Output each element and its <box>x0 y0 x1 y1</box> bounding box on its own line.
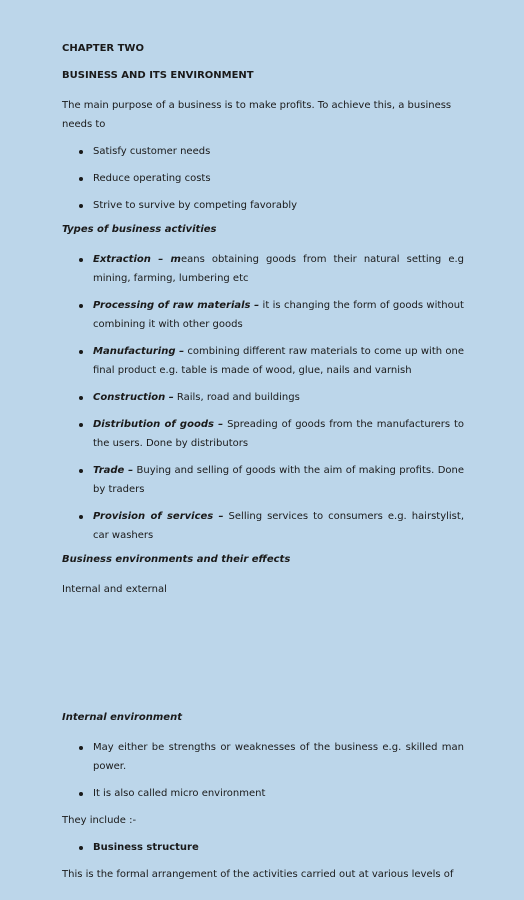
list-item: It is also called micro environment <box>62 784 464 803</box>
list-item <box>62 415 464 453</box>
internal-points-list <box>62 738 464 803</box>
activity-description: Buying and selling of goods with the aim of making profits. Done by traders <box>93 465 465 495</box>
intro-paragraph: The main purpose of a business is to make profits. To achieve this, a business needs to <box>62 100 452 130</box>
activity-term: Extraction – m <box>93 254 181 265</box>
activities-list <box>62 250 464 545</box>
environments-heading: Business environments and their effects <box>62 554 291 565</box>
list-item: Strive to survive by competing favorably <box>62 196 464 215</box>
list-item <box>62 461 464 499</box>
internal-environment-heading: Internal environment <box>62 712 182 723</box>
environment-types: Internal and external <box>62 584 167 595</box>
activity-term: Processing of raw materials – <box>93 300 260 311</box>
blank-space <box>62 607 464 711</box>
activity-description: Rails, road and buildings <box>173 392 300 403</box>
activity-description: eans obtaining goods from their natural setting e.g mining, farming, lumbering etc <box>93 254 465 284</box>
activities-heading: Types of business activities <box>62 224 217 235</box>
chapter-title: BUSINESS AND ITS ENVIRONMENT <box>62 70 254 81</box>
list-item: Satisfy customer needs <box>62 142 464 161</box>
activity-description: Spreading of goods from the manufacturers to the users. Done by distributors <box>93 419 465 449</box>
list-item <box>62 388 464 407</box>
activity-description: Selling services to consumers e.g. hairstylist, car washers <box>93 511 464 541</box>
they-include-text: They include :- <box>62 815 137 826</box>
list-item: Reduce operating costs <box>62 169 464 188</box>
activity-term: Construction – <box>93 392 174 403</box>
list-item <box>62 507 464 545</box>
structure-list <box>62 838 464 857</box>
list-item: Business structure <box>62 838 464 857</box>
activity-term: Manufacturing – <box>93 346 185 357</box>
activity-description: combining different raw materials to come up with one final product e.g. table is made of wood, glue, nails and varnish <box>93 346 464 376</box>
activity-description: it is changing the form of goods without combining it with other goods <box>93 300 464 330</box>
list-item <box>62 342 464 380</box>
activity-term: Distribution of goods – <box>93 419 224 430</box>
activity-term: Provision of services – <box>93 511 224 522</box>
activity-term: Trade – <box>93 465 134 476</box>
list-item <box>62 296 464 334</box>
chapter-label: CHAPTER TWO <box>62 43 144 54</box>
needs-list <box>62 142 464 215</box>
list-item <box>62 250 464 288</box>
structure-paragraph: This is the formal arrangement of the activities carried out at various levels of <box>62 869 454 880</box>
list-item: May either be strengths or weaknesses of the business e.g. skilled man power. <box>62 738 464 776</box>
